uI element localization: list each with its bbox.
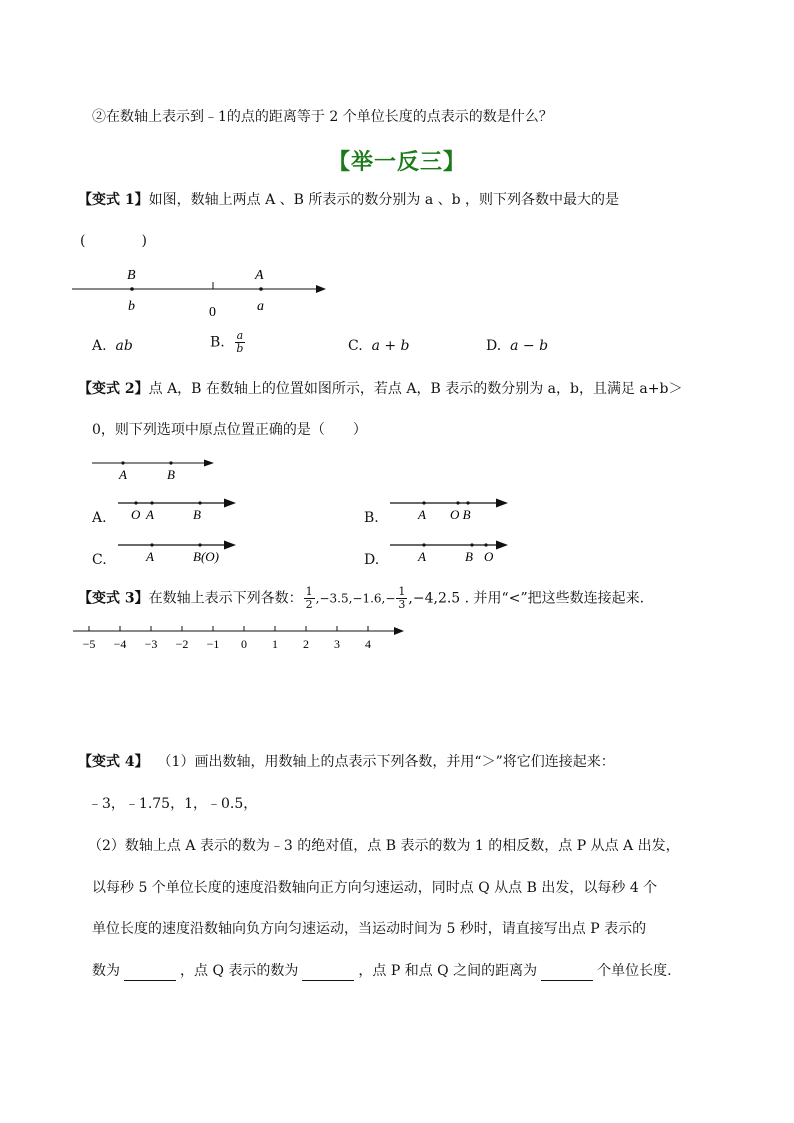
tick-label: 2 [303,637,309,651]
intro-question: ②在数轴上表示到﹣1的点的距离等于 2 个单位长度的点表示的数是什么？ [92,109,553,125]
svg-text:A: A [146,549,154,564]
variant-3-label: 【变式 3】 [78,590,149,607]
svg-text:B: B [193,507,201,522]
variant-2-figure [90,454,220,482]
fraction-one-half: $\frac{1}{2}$ [305,585,313,611]
label-B: B [127,268,136,283]
variant-1-answer-paren: ( ) [80,233,147,249]
variant-1-option-b: B. $\frac{a}{b}$ [210,329,244,355]
variant-2-option-a-figure [116,494,241,522]
tick-label: −1 [206,637,220,651]
axis-arrow [316,285,326,293]
point-a [259,287,263,291]
variant-2-question-line-2: 0，则下列选项中原点位置正确的是（ ） [92,422,367,438]
variant-4-part-2-line-4: 数为 ，点 Q 表示的数为 ，点 P 和点 Q 之间的距离为 个单位长度. [92,963,672,979]
tick-label: 3 [334,637,340,651]
section-title: 【举一反三】 [328,150,467,175]
variant-4-numbers: ﹣3，﹣1.75，1，﹣0.5， [88,796,258,812]
variant-3-number-line [70,620,410,656]
svg-text:B: B [465,549,473,564]
variant-1-text: 如图，数轴上两点 A 、B 所表示的数分别为 a 、b ，则下列各数中最大的是 [148,192,620,208]
variant-2-option-d-figure [388,536,513,564]
variant-2-option-d-label: D. [364,552,380,568]
variant-2-option-c-label: C. [92,552,107,568]
variant-1-question [78,190,619,210]
answer-blank-q[interactable] [302,966,354,981]
svg-text:O: O [484,549,494,564]
point-b [130,287,134,291]
svg-text:B: B [167,467,175,482]
tick-label: −5 [82,637,96,651]
variant-1-label: 【变式 1】 [78,192,149,208]
label-b: b [128,299,135,314]
variant-4-part-2-line-1: （2）数轴上点 A 表示的数为﹣3 的绝对值，点 B 表示的数为 1 的相反数，点 P 从点 A 出发， [88,838,680,854]
svg-text:A: A [146,507,154,522]
svg-text:A: A [418,507,426,522]
axis-arrow [394,627,404,635]
svg-text:A: A [418,549,426,564]
label-zero: 0 [209,305,216,320]
variant-1-option-c: C. a + b [348,338,410,354]
variant-1-option-d: D. a − b [486,338,549,354]
fraction-a-over-b: $\frac{a}{b}$ [236,329,244,355]
variant-4-part-2-line-2: 以每秒 5 个单位长度的速度沿数轴向正方向匀速运动，同时点 Q 从点 B 出发，以每秒 4 个 [92,880,658,896]
variant-4-label: 【变式 4】 [78,754,149,770]
svg-text:A: A [119,467,127,482]
tick-label: −4 [113,637,127,651]
variant-4-part-2-line-3: 单位长度的速度沿数轴向负方向匀速运动，当运动时间为 5 秒时，请直接写出点 P 表示的 [92,921,647,937]
variant-4-part-1: 【变式 4】 （1）画出数轴，用数轴上的点表示下列各数，并用“＞”将它们连接起来： [78,754,615,770]
fraction-one-third: $\frac{1}{3}$ [398,585,406,611]
variant-2-option-b-label: B. [364,510,379,526]
svg-text:B(O): B(O) [193,549,219,564]
svg-text:O: O [131,507,141,522]
tick-label: 0 [241,637,247,651]
variant-2-option-c-figure [116,536,241,564]
variant-2-label: 【变式 2】 [78,381,149,397]
variant-1-option-a: A. ab [92,338,133,354]
svg-text:O B: O B [450,507,471,522]
variant-3-question: 【变式 3】在数轴上表示下列各数： $\frac{1}{2}$ ,−3.5,−1.6,− $\frac{1}{3}$ ,−4,2.5 . 并用“<”把这些数连接起来. [78,585,645,611]
answer-blank-distance[interactable] [541,966,593,981]
tick-label: −2 [175,637,189,651]
label-a: a [257,299,264,314]
variant-2-option-a-label: A. [92,510,107,526]
tick-label: −3 [144,637,158,651]
tick-label: 4 [365,637,371,651]
variant-2-option-b-figure [388,494,513,522]
answer-blank-p[interactable] [124,966,176,981]
variant-1-number-line [70,262,340,322]
tick-label: 1 [272,637,278,651]
variant-2-question-line-1: 【变式 2】点 A，B 在数轴上的位置如图所示，若点 A，B 表示的数分别为 a，b，且满足 a+b＞ [78,381,683,397]
label-A: A [255,268,264,283]
